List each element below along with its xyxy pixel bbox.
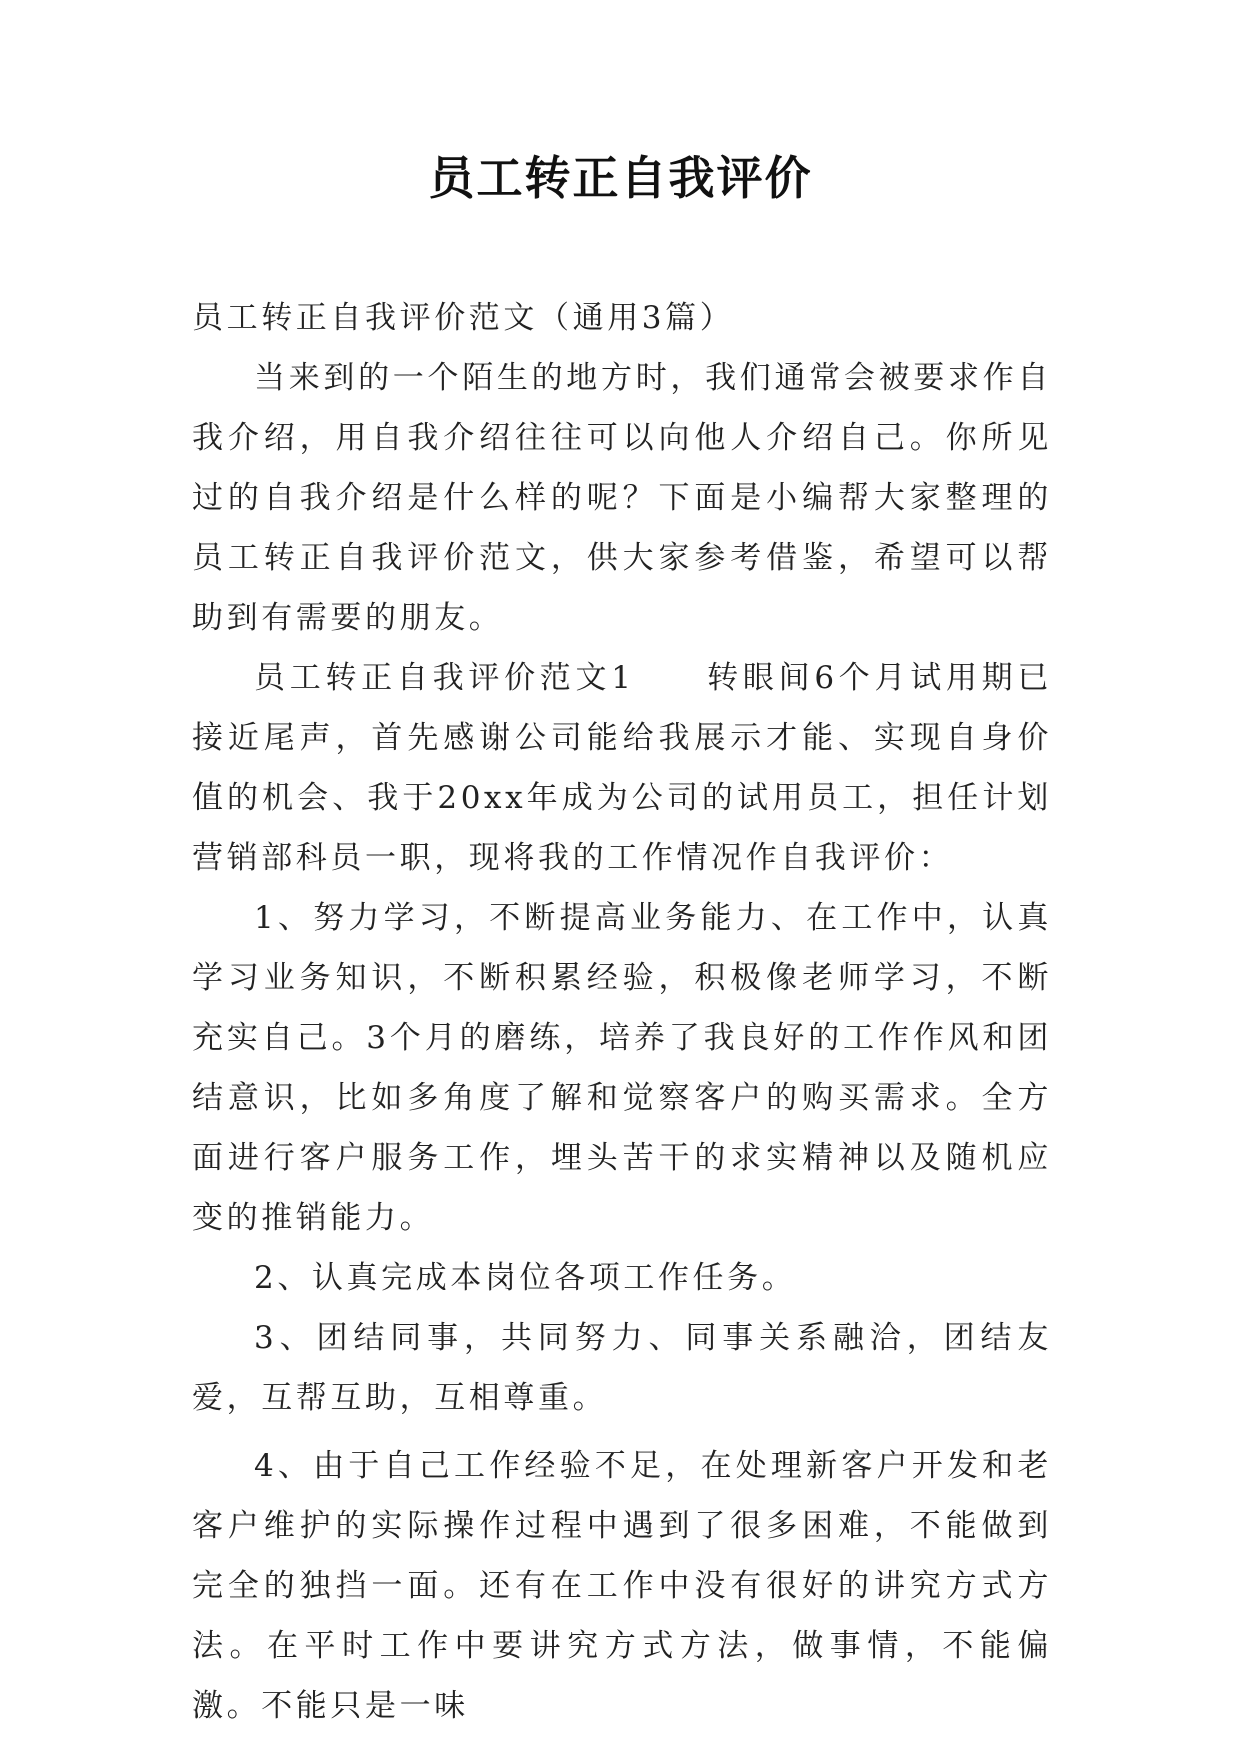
document-subtitle: 员工转正自我评价范文（通用3篇） — [192, 300, 735, 336]
paragraph-sample-1-opening: 员工转正自我评价范文1 转眼间6个月试用期已接近尾声，首先感谢公司能给我展示才能、实现自身价值的机会、我于20xx年成为公司的试用员工，担任计划营销部科员一职，现将我的工作情况作自我评价： — [192, 660, 1052, 876]
paragraph-intro: 当来到的一个陌生的地方时，我们通常会被要求作自我介绍，用自我介绍往往可以向他人介绍自己。你所见过的自我介绍是什么样的呢？下面是小编帮大家整理的员工转正自我评价范文，供大家参考借鉴，希望可以帮助到有需要的朋友。 — [192, 360, 1052, 636]
document-body — [192, 288, 1052, 1736]
paragraph-point-3: 3、团结同事，共同努力、同事关系融洽，团结友爱，互帮互助，互相尊重。 — [192, 1320, 1052, 1416]
paragraph-point-2: 2、认真完成本岗位各项工作任务。 — [254, 1260, 797, 1296]
paragraph-point-1: 1、努力学习，不断提高业务能力、在工作中，认真学习业务知识，不断积累经验，积极像老师学习，不断充实自己。3个月的磨练，培养了我良好的工作作风和团结意识，比如多角度了解和觉察客户的购买需求。全方面进行客户服务工作，埋头苦干的求实精神以及随机应变的推销能力。 — [192, 900, 1052, 1236]
document-title: 员工转正自我评价 — [428, 151, 813, 205]
paragraph-point-4: 4、由于自己工作经验不足，在处理新客户开发和老客户维护的实际操作过程中遇到了很多困难，不能做到完全的独挡一面。还有在工作中没有很好的讲究方式方法。在平时工作中要讲究方式方法，做事情，不能偏激。不能只是一味 — [192, 1448, 1052, 1724]
